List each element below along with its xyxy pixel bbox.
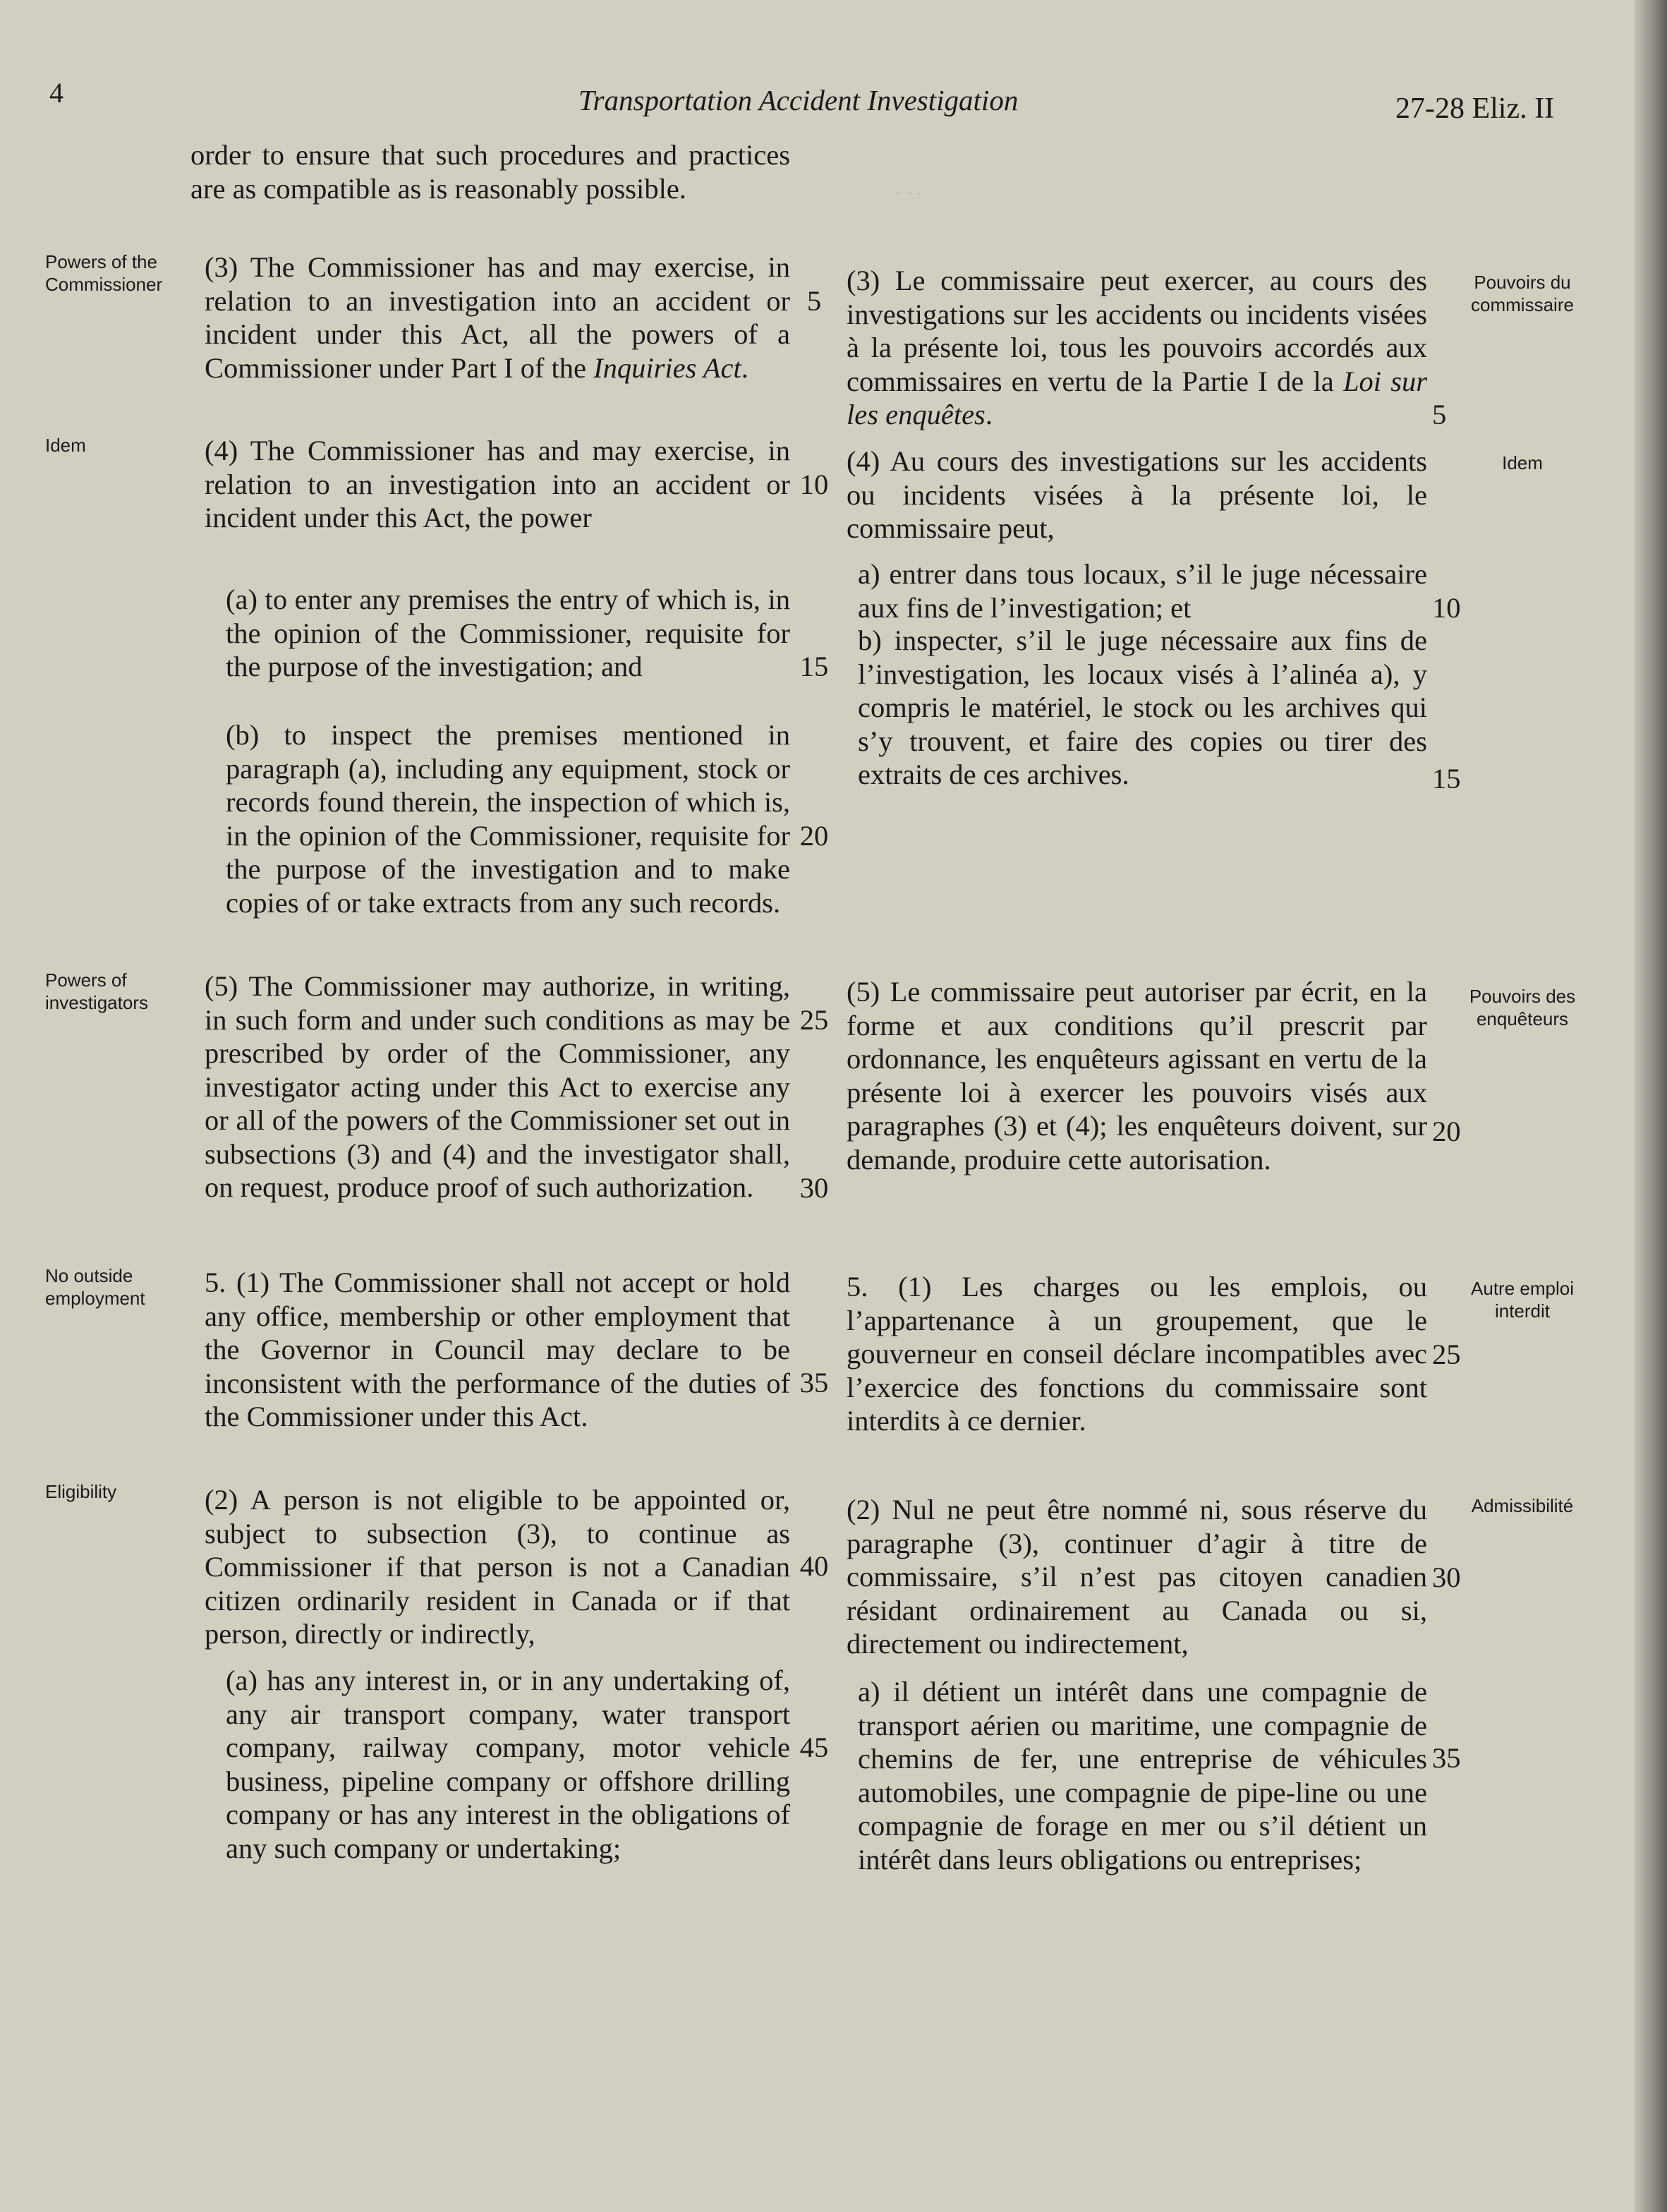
line-number: 30 [799, 1172, 829, 1204]
bleed-through: · · · [896, 183, 923, 203]
margin-note-pouvoirs-commissaire: Pouvoirs du commissaire [1471, 272, 1574, 315]
fr-section-5-1: 5. (1) Les charges ou les emplois, ou l’appartenance à un groupement, que le gouverneur en conseil déclare incompatibles avec l’exercice des fonctions du commissaire sont interdits à ce dernier. [847, 1271, 1427, 1437]
line-number: 45 [799, 1731, 829, 1763]
line-number: 10 [1432, 592, 1461, 624]
line-number: 5 [1432, 399, 1447, 430]
line-number: 40 [799, 1550, 829, 1582]
en-section-5-2: (2) A person is not eligible to be appointed or, subject to subsection (3), to continue as Commissioner if that person is not a Canadian citizen ordinarily resident in Canada or if that person, directly or indirectly, [205, 1484, 790, 1650]
margin-note-powers-investigators: Powers of investigators [45, 969, 148, 1013]
en-paragraph-4b: (b) to inspect the premises mentioned in paragraph (a), including any equipment, stock or records found therein, the inspection of which is, in the opinion of the Commissioner, requisite for the purpose of the investigation and to make copies of or take extracts from any such records. [226, 719, 790, 919]
margin-note-powers-commissioner: Powers of the Commissioner [45, 251, 163, 295]
fr-subsection-5: (5) Le commissaire peut autoriser par écrit, en la forme et aux conditions qu’il prescrit par ordonnance, les enquêteurs agissant en vertu de la présente loi à exercer les pouvoirs visés aux paragraphes (3) et (4); les enquêteurs doivent, sur demande, produire cette autorisation. [847, 976, 1427, 1175]
line-number: 5 [806, 285, 822, 317]
en-subsection-3: (3) The Commissioner has and may exercise, in relation to an investigation into an accident or incident under this Act, all the powers of a Commissioner under Part I of the Inquiries Act. [205, 251, 790, 384]
margin-note-idem-en: Idem [45, 435, 86, 456]
en-subsection-4: (4) The Commissioner has and may exercise, in relation to an investigation into an accident or incident under this Act, the power [205, 435, 790, 533]
line-number: 25 [799, 1004, 829, 1036]
line-number: 15 [799, 651, 829, 682]
en-section-5-1: 5. (1) The Commissioner shall not accept or hold any office, membership or other employment that the Governor in Council may declare to be inconsistent with the performance of the duties of the Commissioner under this Act. [205, 1267, 790, 1432]
line-number: 10 [799, 469, 829, 500]
fr-subsection-4: (4) Au cours des investigations sur les accidents ou incidents visées à la présente loi, le commissaire peut, [847, 445, 1427, 544]
fr-paragraph-4b: b) inspecter, s’il le juge nécessaire aux fins de l’investigation, les locaux visés à l’alinéa a), y compris le matériel, le stock ou les archives qui s’y trouvent, et faire des copies ou tirer des extraits de ces archives. [858, 624, 1427, 790]
page-number: 4 [49, 77, 63, 109]
running-head: Transportation Accident Investigation [578, 84, 1019, 116]
line-number: 35 [1432, 1742, 1461, 1774]
regnal-year: 27-28 Eliz. II [1395, 92, 1555, 125]
en-subsection-5: (5) The Commissioner may authorize, in writing, in such form and under such conditions as may be prescribed by order of the Commissioner, any investigator acting under this Act to exercise any or all of the powers of the Commissioner set out in subsections (3) and (4) and the investigator shall, on request, produce proof of such authorization. [205, 970, 790, 1203]
en-continuation: order to ensure that such procedures and practices are as compatible as is reasonably possible. [190, 139, 790, 205]
fr-paragraph-4a: a) entrer dans tous locaux, s’il le juge nécessaire aux fins de l’investigation; et [858, 558, 1427, 624]
margin-note-eligibility: Eligibility [45, 1481, 117, 1502]
line-number: 30 [1432, 1561, 1461, 1593]
margin-note-pouvoirs-enqueteurs: Pouvoirs des enquêteurs [1469, 986, 1576, 1029]
fr-section-5-2: (2) Nul ne peut être nommé ni, sous réserve du paragraphe (3), continuer d’agir à titre de commissaire, s’il n’est pas citoyen canadien résidant ordinairement au Canada ou si, directement ou indirectement, [847, 1494, 1427, 1660]
line-number: 15 [1432, 763, 1461, 794]
line-number: 25 [1432, 1338, 1461, 1370]
line-number: 20 [799, 820, 829, 852]
margin-note-admissibilite: Admissibilité [1471, 1495, 1574, 1516]
page-edge-shadow [1635, 0, 1667, 2212]
margin-note-autre-emploi: Autre emploi interdit [1471, 1278, 1574, 1322]
line-number: 20 [1432, 1116, 1461, 1147]
en-paragraph-4a: (a) to enter any premises the entry of which is, in the opinion of the Commissioner, requisite for the purpose of the investigation; and [226, 584, 790, 682]
line-number: 35 [799, 1367, 829, 1398]
fr-subsection-3: (3) Le commissaire peut exercer, au cours des investigations sur les accidents ou incidents visées à la présente loi, tous les pouvoirs accordés aux commissaires en vertu de la Partie I de la Loi sur les enquêtes. [847, 265, 1427, 430]
en-paragraph-5-2a: (a) has any interest in, or in any undertaking of, any air transport company, water transport company, railway company, motor vehicle business, pipeline company or offshore drilling company or has any interest in the obligations of any such company or undertaking; [226, 1664, 790, 1864]
fr-paragraph-5-2a: a) il détient un intérêt dans une compagnie de transport aérien ou maritime, une compagnie de chemins de fer, une entreprise de véhicules automobiles, une compagnie de pipe-line ou une compagnie de forage en mer ou s’il détient un intérêt dans leurs obligations ou entreprises; [858, 1676, 1427, 1875]
margin-note-no-outside-employment: No outside employment [45, 1265, 145, 1309]
margin-note-idem-fr: Idem [1502, 452, 1543, 473]
